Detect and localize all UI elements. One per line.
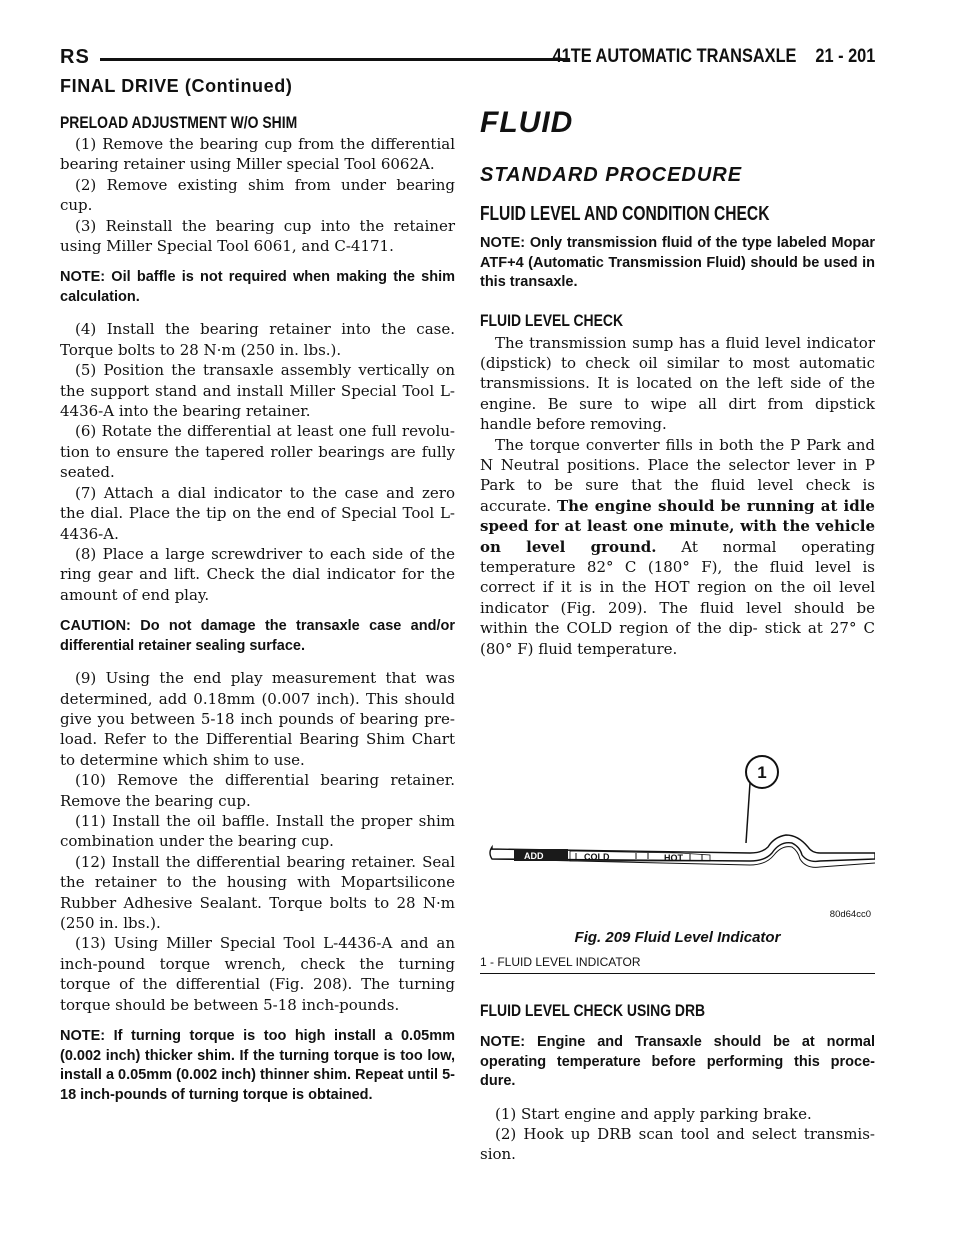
fluid-title: FLUID [480, 106, 574, 139]
step-paragraph: (12) Install the differential bearing retainer. Seal the retainer to the housing with Mopartsilicone Rubber Adhesive Sealant. Torque bolts to 28 N·m (250 in. lbs.). [60, 852, 455, 932]
body-paragraph [480, 435, 875, 659]
step-paragraph: (4) Install the bearing retainer into the case. Torque bolts to 28 N·m (250 in. lbs.). [60, 320, 455, 359]
hot-label: HOT [664, 853, 683, 863]
preload-heading: PRELOAD ADJUSTMENT W/O SHIM [60, 113, 298, 132]
step-paragraph: (2) Hook up DRB scan tool and select transmis- sion. [480, 1124, 875, 1164]
figure-rule [480, 973, 875, 974]
callout-number: 1 [757, 763, 767, 782]
header-title: 41TE AUTOMATIC TRANSAXLE [552, 46, 797, 67]
para-text: The torque converter fills in both the P Park and N Neutral positions. Place the selector lever in P Park to be sure that the fluid level check is accurate. [480, 435, 875, 515]
page-number: 21 - 201 [815, 46, 875, 67]
figure-caption: Fig. 209 Fluid Level Indicator [574, 929, 781, 946]
body-paragraph: The transmission sump has a fluid level indicator (dipstick) to check oil similar to most automatic transmissions. It is located on the left side of the engine. Be sure to wipe all dirt from dipstick handle before removing. [480, 333, 875, 434]
fluid-level-check-heading: FLUID LEVEL CHECK [480, 310, 624, 330]
caution-text: CAUTION: Do not damage the transaxle case and/or differential retainer sealing surface. [60, 618, 455, 654]
para-text: At normal operating temperature 82° C (180° F), the fluid level is correct if it is in the HOT region on the oil level indicator (Fig. 209). The fluid level should be within the COLD region of the dip- stick at 27° C (80° F) fluid temperature. [480, 537, 875, 658]
step-paragraph: (1) Remove the bearing cup from the differential bearing retainer using Miller special Tool 6062A. [60, 135, 455, 174]
section-continued-title: FINAL DRIVE (Continued) [60, 76, 293, 96]
step-paragraph: (3) Reinstall the bearing cup into the retainer using Miller Special Tool 6061, and C-4171. [60, 216, 455, 256]
step-paragraph: (1) Start engine and apply parking brake. [495, 1104, 812, 1123]
figure-209 [480, 703, 875, 973]
add-label: ADD [524, 851, 544, 861]
callout-leader-line [746, 783, 750, 843]
note-oil-baffle: NOTE: Oil baffle is not required when making the shim calculation. [60, 269, 455, 305]
right-column [480, 104, 875, 1165]
cold-label: COLD [584, 852, 610, 862]
step-paragraph: (10) Remove the differential bearing retainer. Remove the bearing cup. [60, 771, 455, 810]
note-fluid-type: NOTE: Only transmission fluid of the type labeled Mopar ATF+4 (Automatic Transmission Fluid) should be used in this transaxle. [480, 235, 875, 290]
drb-check-heading: FLUID LEVEL CHECK USING DRB [480, 1001, 706, 1020]
standard-procedure-heading: STANDARD PROCEDURE [480, 164, 743, 186]
step-paragraph: (11) Install the oil baffle. Install the proper shim combination under the bearing cup. [60, 811, 455, 851]
step-paragraph: (5) Position the transaxle assembly vertically on the support stand and install Miller Special Tool L-4436-A into the bearing retainer. [60, 361, 455, 421]
step-paragraph: (6) Rotate the differential at least one full revolu- tion to ensure the tapered roller bearings are fully seated. [60, 422, 455, 482]
left-column [60, 112, 455, 1117]
figure-legend: 1 - FLUID LEVEL INDICATOR [480, 955, 641, 969]
note-turning-torque: NOTE: If turning torque is too high install a 0.05mm (0.002 inch) thicker shim. If the turning torque is too low, install a 0.05mm (0.002 inch) thinner shim. Repeat until 5-18 inch-pounds of turning torque is obtained. [60, 1028, 455, 1103]
header-rule [100, 58, 570, 61]
figure-code: 80d64cc0 [829, 909, 871, 920]
note-operating-temp: NOTE: Engine and Transaxle should be at normal operating temperature before performing this proce- dure. [480, 1034, 875, 1089]
page-header [60, 46, 875, 72]
step-paragraph: (8) Place a large screwdriver to each side of the ring gear and lift. Check the dial indicator for the amount of end play. [60, 544, 455, 604]
condition-check-heading: FLUID LEVEL AND CONDITION CHECK [480, 203, 770, 225]
step-paragraph: (2) Remove existing shim from under bearing cup. [60, 175, 455, 215]
step-paragraph: (7) Attach a dial indicator to the case and zero the dial. Place the tip on the end of Special Tool L-4436-A. [60, 483, 455, 543]
header-section-code: RS [60, 46, 90, 68]
step-paragraph: (13) Using Miller Special Tool L-4436-A and an inch-pound torque wrench, check the turning torque of the differential (Fig. 208). The turning torque should be between 5-18 inch-pounds. [60, 934, 455, 1014]
step-paragraph: (9) Using the end play measurement that was determined, add 0.18mm (0.007 inch). This should give you between 5-18 inch pounds of bearing pre- load. Refer to the Differential Bearing Shim Chart to determine which shim to use. [60, 669, 455, 769]
para-bold-text: The engine should be running at idle speed for at least one minute, with the vehicle on level ground. [480, 496, 875, 556]
header-title-group [552, 46, 875, 68]
dipstick-illustration [480, 703, 875, 913]
